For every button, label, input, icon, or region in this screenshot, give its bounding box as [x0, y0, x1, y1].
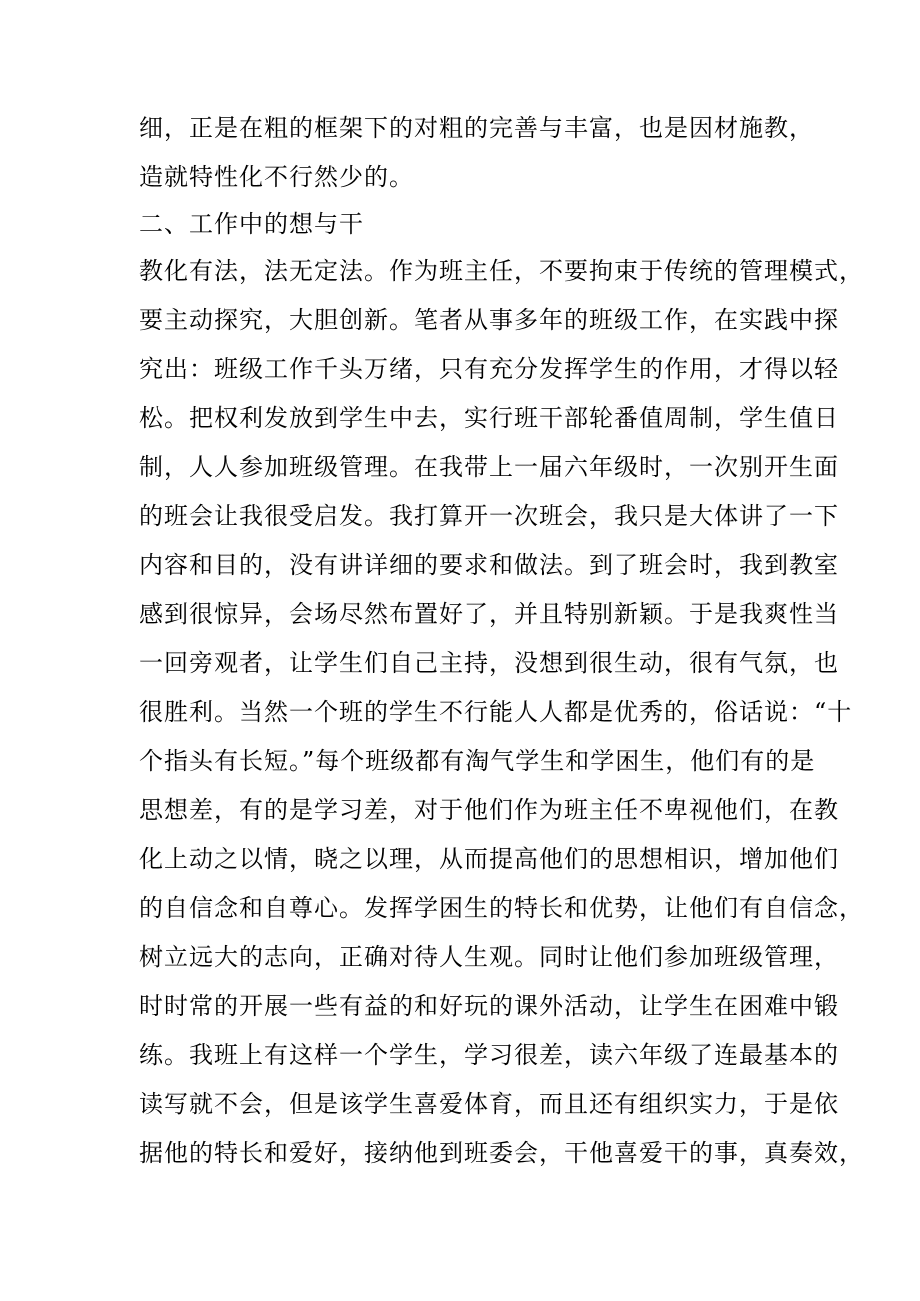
- text-line: 造就特性化不行然少的。: [139, 163, 414, 191]
- text-line: 一回旁观者，让学生们自己主持，没想到很生动，很有气氛，也: [139, 649, 839, 677]
- text-line: 细，正是在粗的框架下的对粗的完善与丰富，也是因材施教，: [139, 114, 814, 142]
- text-line: 感到很惊异，会场尽然布置好了，并且特别新颖。于是我爽性当: [139, 600, 839, 628]
- section-heading-block: [139, 200, 787, 249]
- text-line: 据他的特长和爱好，接纳他到班委会，干他喜爱干的事，真奏效，: [139, 1139, 864, 1167]
- main-paragraph: [139, 247, 864, 1178]
- text-line: 松。把权利发放到学生中去，实行班干部轮番值周制，学生值日: [139, 404, 839, 432]
- text-line: 时时常的开展一些有益的和好玩的课外活动，让学生在困难中锻: [139, 992, 839, 1020]
- text-line: 究出：班级工作千头万绪，只有充分发挥学生的作用，才得以轻: [139, 355, 839, 383]
- text-line: 要主动探究，大胆创新。笔者从事多年的班级工作，在实践中探: [139, 306, 839, 334]
- intro-paragraph: [139, 104, 814, 202]
- text-line: 的班会让我很受启发。我打算开一次班会，我只是大体讲了一下: [139, 502, 839, 530]
- text-line: 的自信念和自尊心。发挥学困生的特长和优势，让他们有自信念，: [139, 894, 864, 922]
- section-heading: 二、工作中的想与干: [139, 210, 364, 238]
- text-line: 内容和目的，没有讲详细的要求和做法。到了班会时，我到教室: [139, 551, 839, 579]
- text-line: 树立远大的志向，正确对待人生观。同时让他们参加班级管理，: [139, 943, 839, 971]
- text-line: 制，人人参加班级管理。在我带上一届六年级时，一次别开生面: [139, 453, 839, 481]
- text-line: 教化有法，法无定法。作为班主任，不要拘束于传统的管理模式，: [139, 257, 864, 285]
- text-line: 化上动之以情，晓之以理，从而提高他们的思想相识，增加他们: [139, 845, 839, 873]
- text-line: 思想差，有的是学习差，对于他们作为班主任不卑视他们，在教: [139, 796, 839, 824]
- text-line: 读写就不会，但是该学生喜爱体育，而且还有组织实力，于是依: [139, 1090, 839, 1118]
- text-line: 个指头有长短。”每个班级都有淘气学生和学困生，他们有的是: [139, 747, 816, 775]
- text-line: 很胜利。当然一个班的学生不行能人人都是优秀的，俗话说：“十: [139, 698, 853, 726]
- text-line: 练。我班上有这样一个学生，学习很差，读六年级了连最基本的: [139, 1041, 839, 1069]
